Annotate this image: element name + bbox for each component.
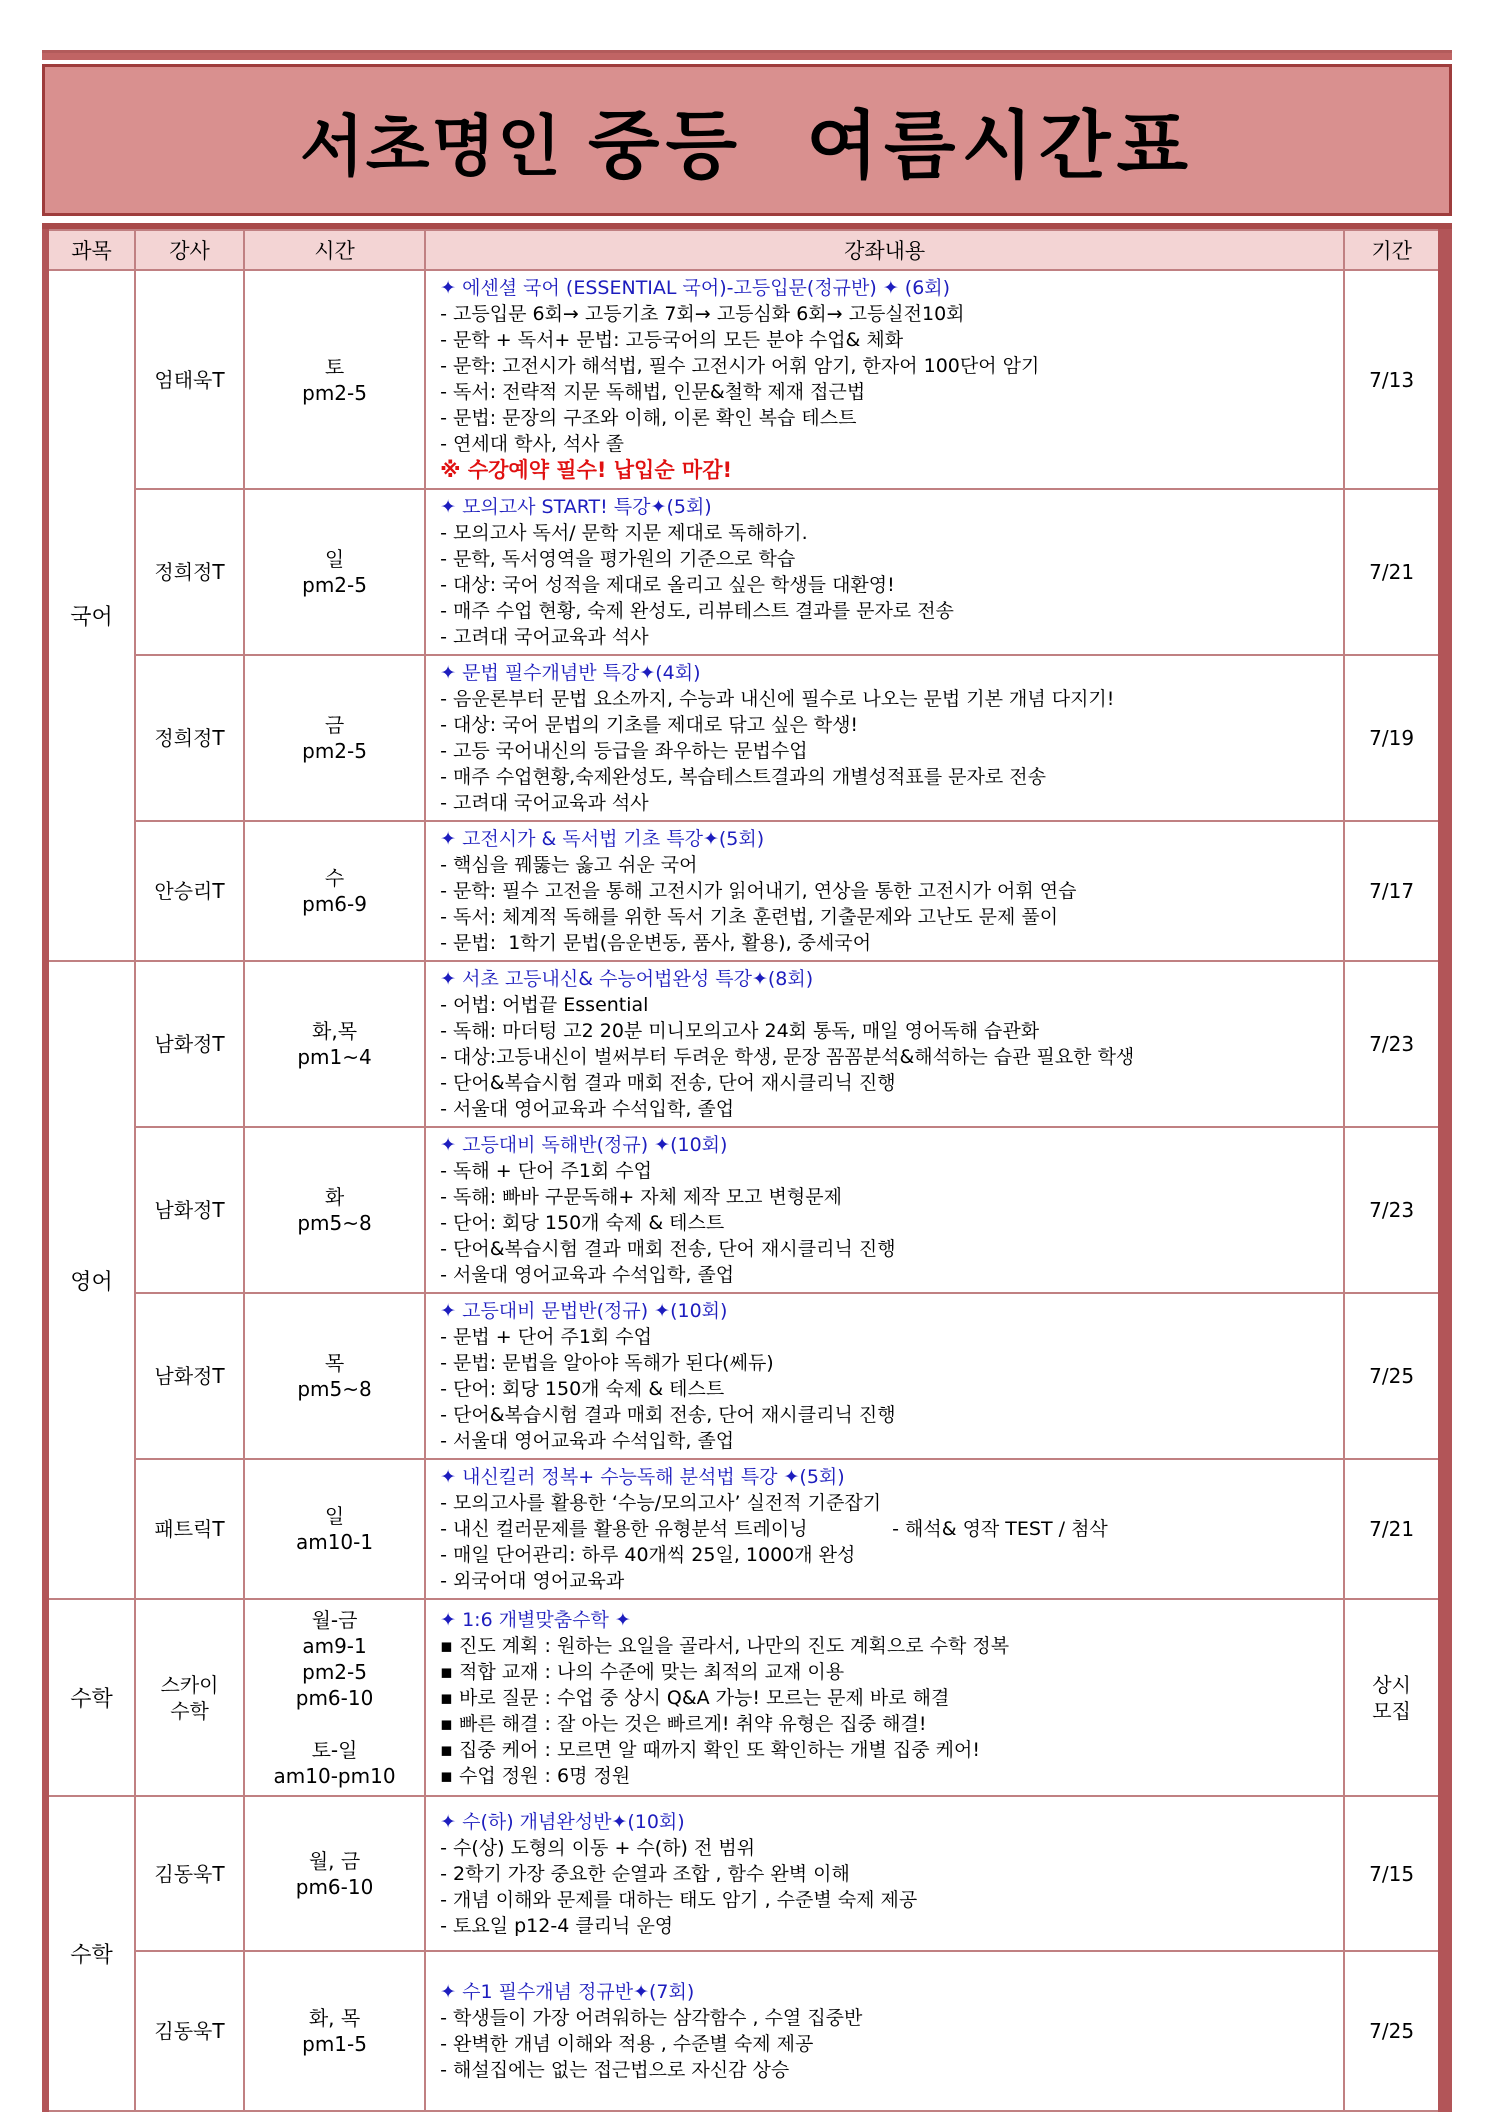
instructor-cell xyxy=(135,1951,244,2111)
table-row xyxy=(46,1293,1446,1459)
subject-cell-math2: 수학 xyxy=(46,1796,136,2111)
text-line: 7/25 xyxy=(1369,2019,1415,2043)
text-line: 7/15 xyxy=(1369,1861,1415,1886)
text-line: 패트릭T xyxy=(154,1517,225,1541)
text-line: pm1~4 xyxy=(297,1045,372,1069)
text-line: - 고등 국어내신의 등급을 좌우하는 문법수업 xyxy=(440,740,808,762)
instructor-cell xyxy=(135,270,244,489)
time-cell xyxy=(244,1459,425,1599)
text-line: - 2학기 가장 중요한 순열과 조합 , 함수 완벽 이해 xyxy=(440,1862,850,1885)
text-line: pm1-5 xyxy=(302,2032,367,2056)
text-line: - 고려대 국어교육과 석사 xyxy=(440,792,649,814)
text-line: - 어법: 어법끝 Essential xyxy=(440,994,649,1016)
table-row xyxy=(46,1599,1446,1796)
table-row xyxy=(46,1951,1446,2111)
table-row xyxy=(46,821,1446,961)
course-content-cell xyxy=(425,1951,1344,2111)
instructor-cell xyxy=(135,1459,244,1599)
time-cell xyxy=(244,270,425,489)
period-cell xyxy=(1344,821,1445,961)
text-line: pm6-10 xyxy=(295,1874,374,1899)
text-line: 안승리T xyxy=(154,879,225,903)
text-line: - 문학: 필수 고전을 통해 고전시가 읽어내기, 연상을 통한 고전시가 어휘 연습 xyxy=(440,880,1077,902)
text-line: 남화정T xyxy=(154,1198,225,1222)
table-row xyxy=(46,489,1446,655)
course-content-cell xyxy=(425,270,1344,489)
course-details xyxy=(440,1633,1337,1789)
period-cell xyxy=(1344,1796,1445,1951)
text-line: ▪ 빠른 해결 : 잘 아는 것은 빠르게! 취약 유형은 집중 해결! xyxy=(440,1712,927,1735)
text-line: - 대상: 국어 성적을 제대로 올리고 싶은 학생들 대환영! xyxy=(440,574,895,596)
text-line: - 단어&복습시험 결과 매회 전송, 단어 재시클리닉 진행 xyxy=(440,1238,896,1260)
time-cell xyxy=(244,821,425,961)
subject-cell-math: 수학 xyxy=(46,1599,136,1796)
text-line: - 서울대 영어교육과 수석입학, 졸업 xyxy=(440,1098,735,1120)
text-line: - 단어&복습시험 결과 매회 전송, 단어 재시클리닉 진행 xyxy=(440,1072,896,1094)
text-line: 월, 금 xyxy=(308,1848,361,1873)
text-line: 일 xyxy=(324,1504,345,1528)
top-double-rule xyxy=(42,50,1452,60)
text-line: - 토요일 p12-4 클리닉 운영 xyxy=(440,1914,674,1937)
period-cell xyxy=(1344,655,1445,821)
table-row xyxy=(46,1127,1446,1293)
text-line: - 단어&복습시험 결과 매회 전송, 단어 재시클리닉 진행 xyxy=(440,1404,896,1426)
text-line: - 문법: 문장의 구조와 이해, 이론 확인 복습 테스트 xyxy=(440,407,857,429)
header-period: 기간 xyxy=(1344,230,1445,270)
course-content-cell xyxy=(425,1459,1344,1599)
text-line: - 문법: 문법을 알아야 독해가 된다(쎄듀) xyxy=(440,1352,774,1374)
text-line: 금 xyxy=(324,713,345,737)
course-title: ✦ 수(하) 개념완성반✦(10회) xyxy=(440,1810,685,1833)
timetable-page xyxy=(42,0,1452,2112)
text-line: - 서울대 영어교육과 수석입학, 졸업 xyxy=(440,1430,735,1452)
time-cell xyxy=(244,489,425,655)
course-title: ✦ 문법 필수개념반 특강✦(4회) xyxy=(440,662,701,684)
course-content-cell xyxy=(425,489,1344,655)
text-line: - 내신 컬러문제를 활용한 유형분석 트레이닝 - 해석& 영작 TEST / 첨삭 xyxy=(440,1518,1108,1540)
text-line: - 완벽한 개념 이해와 적용 , 수준별 숙제 제공 xyxy=(440,2033,814,2055)
text-line: - 독해: 빠바 구문독해+ 자체 제작 모고 변형문제 xyxy=(440,1186,842,1208)
text-line: ▪ 진도 계획 : 원하는 요일을 골라서, 나만의 진도 계획으로 수학 정복 xyxy=(440,1634,1010,1657)
course-note: ※ 수강예약 필수! 납입순 마감! xyxy=(440,458,733,482)
text-line: - 학생들이 가장 어려워하는 삼각함수 , 수열 집중반 xyxy=(440,2007,863,2029)
instructor-cell xyxy=(135,961,244,1127)
time-cell xyxy=(244,655,425,821)
text-line: 7/21 xyxy=(1369,1517,1415,1541)
course-content-cell xyxy=(425,655,1344,821)
text-line: - 문학, 독서영역을 평가원의 기준으로 학습 xyxy=(440,548,796,570)
text-line: 7/17 xyxy=(1369,879,1415,903)
course-title: ✦ 내신킬러 정복+ 수능독해 분석법 특강 ✦(5회) xyxy=(440,1466,845,1488)
course-title: ✦ 고등대비 문법반(정규) ✦(10회) xyxy=(440,1300,728,1322)
text-line: - 대상: 국어 문법의 기초를 제대로 닦고 싶은 학생! xyxy=(440,714,859,736)
course-details xyxy=(440,1835,1337,1939)
text-line: 남화정T xyxy=(154,1364,225,1388)
text-line: - 서울대 영어교육과 수석입학, 졸업 xyxy=(440,1264,735,1286)
period-cell xyxy=(1344,270,1445,489)
text-line: - 핵심을 꿰뚫는 옳고 쉬운 국어 xyxy=(440,854,698,876)
header-content: 강좌내용 xyxy=(425,230,1344,270)
text-line: - 독해 + 단어 주1회 수업 xyxy=(440,1160,653,1182)
text-line: 남화정T xyxy=(154,1032,225,1056)
text-line: 7/19 xyxy=(1369,726,1415,750)
text-line: - 매일 단어관리: 하루 40개씩 25일, 1000개 완성 xyxy=(440,1544,856,1566)
text-line: am10-pm10 xyxy=(273,1763,396,1788)
text-line: - 독서: 체계적 독해를 위한 독서 기초 훈련법, 기출문제와 고난도 문제 풀이 xyxy=(440,906,1059,928)
table-row xyxy=(46,1796,1446,1951)
course-content-cell xyxy=(425,1127,1344,1293)
text-line: 김동욱T xyxy=(154,1861,225,1886)
text-line: pm5~8 xyxy=(297,1377,372,1401)
instructor-cell xyxy=(135,489,244,655)
period-cell xyxy=(1344,1951,1445,2111)
table-row xyxy=(46,270,1446,489)
period-cell xyxy=(1344,489,1445,655)
instructor-cell xyxy=(135,1796,244,1951)
text-line: - 고등입문 6회→ 고등기초 7회→ 고등심화 6회→ 고등실전10회 xyxy=(440,303,965,325)
time-cell xyxy=(244,1796,425,1951)
text-line: - 매주 수업현황,숙제완성도, 복습테스트결과의 개별성적표를 문자로 전송 xyxy=(440,766,1046,788)
table-row xyxy=(46,655,1446,821)
course-details xyxy=(440,520,1337,650)
period-cell xyxy=(1344,1293,1445,1459)
title-banner xyxy=(42,64,1452,216)
time-cell xyxy=(244,1599,425,1796)
timetable xyxy=(42,229,1452,2112)
course-details xyxy=(440,301,1337,457)
text-line: ▪ 집중 케어 : 모르면 알 때까지 확인 또 확인하는 개별 집중 케어! xyxy=(440,1738,980,1761)
text-line: am9-1 xyxy=(302,1633,367,1658)
text-line: pm6-10 xyxy=(295,1685,374,1710)
course-content-cell xyxy=(425,1599,1344,1796)
page-title-emphasis: 중등 여름시간표 xyxy=(588,103,1194,189)
course-title: ✦ 1:6 개별맞춤수학 ✦ xyxy=(440,1608,631,1631)
instructor-cell xyxy=(135,655,244,821)
text-line: am10-1 xyxy=(295,1530,374,1554)
header-instructor: 강사 xyxy=(135,230,244,270)
text-line: - 음운론부터 문법 요소까지, 수능과 내신에 필수로 나오는 문법 기본 개념 다지기! xyxy=(440,688,1115,710)
course-content-cell xyxy=(425,1293,1344,1459)
time-cell xyxy=(244,1293,425,1459)
course-details xyxy=(440,1490,1337,1594)
instructor-cell xyxy=(135,1293,244,1459)
text-line: - 고려대 국어교육과 석사 xyxy=(440,626,649,648)
text-line: 7/23 xyxy=(1369,1198,1415,1222)
header-subject: 과목 xyxy=(46,230,136,270)
text-line: - 외국어대 영어교육과 xyxy=(440,1570,625,1592)
time-cell xyxy=(244,1127,425,1293)
text-line: 7/23 xyxy=(1369,1032,1415,1056)
text-line: - 문학 + 독서+ 문법: 고등국어의 모든 분야 수업& 체화 xyxy=(440,329,904,351)
text-line: 스카이 xyxy=(160,1672,219,1697)
course-details xyxy=(440,1158,1337,1288)
text-line: - 수(상) 도형의 이동 + 수(하) 전 범위 xyxy=(440,1836,756,1859)
text-line: 화, 목 xyxy=(308,2006,361,2030)
text-line: 화 xyxy=(324,1185,345,1209)
course-details xyxy=(440,992,1337,1122)
course-title: ✦ 고전시가 & 독서법 기초 특강✦(5회) xyxy=(440,828,765,850)
course-title: ✦ 에센셜 국어 (ESSENTIAL 국어)-고등입문(정규반) ✦ (6회) xyxy=(440,277,951,299)
text-line: 정희정T xyxy=(154,560,225,584)
text-line: - 문법: 1학기 문법(음운변동, 품사, 활용), 중세국어 xyxy=(440,932,872,954)
text-line: - 해설집에는 없는 접근법으로 자신감 상승 xyxy=(440,2059,790,2081)
text-line: 토-일 xyxy=(311,1737,358,1762)
text-line: - 문학: 고전시가 해석법, 필수 고전시가 어휘 암기, 한자어 100단어 암기 xyxy=(440,355,1040,377)
course-title: ✦ 모의고사 START! 특강✦(5회) xyxy=(440,496,712,518)
text-line: - 매주 수업 현황, 숙제 완성도, 리뷰테스트 결과를 문자로 전송 xyxy=(440,600,954,622)
course-details xyxy=(440,852,1337,956)
text-line: 상시 xyxy=(1372,1672,1411,1697)
text-line: ▪ 바로 질문 : 수업 중 상시 Q&A 가능! 모르는 문제 바로 해결 xyxy=(440,1686,950,1709)
text-line: pm2-5 xyxy=(302,380,367,405)
text-line: - 모의고사를 활용한 ‘수능/모의고사’ 실전적 기준잡기 xyxy=(440,1492,882,1514)
text-line: 목 xyxy=(324,1351,345,1375)
text-line: 토 xyxy=(324,354,345,379)
text-line: pm2-5 xyxy=(302,739,367,763)
text-line: - 대상:고등내신이 벌써부터 두려운 학생, 문장 꼼꼼분석&해석하는 습관 필요한 학생 xyxy=(440,1046,1135,1068)
period-cell xyxy=(1344,1127,1445,1293)
text-line: pm6-9 xyxy=(302,892,367,916)
text-line: pm5~8 xyxy=(297,1211,372,1235)
period-cell xyxy=(1344,1599,1445,1796)
subject-cell-korean: 국어 xyxy=(46,270,136,961)
text-line: pm2-5 xyxy=(302,1659,367,1684)
text-line: 화,목 xyxy=(312,1019,358,1043)
text-line: - 독서: 전략적 지문 독해법, 인문&철학 제재 접근법 xyxy=(440,381,866,403)
text-line: pm2-5 xyxy=(302,573,367,597)
course-details xyxy=(440,1324,1337,1454)
text-line: - 단어: 회당 150개 숙제 & 테스트 xyxy=(440,1212,725,1234)
course-content-cell xyxy=(425,1796,1344,1951)
text-line: - 개념 이해와 문제를 대하는 태도 암기 , 수준별 숙제 제공 xyxy=(440,1888,918,1911)
time-cell xyxy=(244,961,425,1127)
table-header-row xyxy=(46,230,1446,270)
text-line: 7/21 xyxy=(1369,560,1415,584)
table-row xyxy=(46,961,1446,1127)
text-line: 7/25 xyxy=(1369,1364,1415,1388)
text-line: 수 xyxy=(324,866,345,890)
instructor-cell xyxy=(135,1599,244,1796)
text-line: - 독해: 마더텅 고2 20분 미니모의고사 24회 통독, 매일 영어독해 습관화 xyxy=(440,1020,1040,1042)
subject-cell-english: 영어 xyxy=(46,961,136,1599)
course-content-cell xyxy=(425,821,1344,961)
text-line: ▪ 수업 정원 : 6명 정원 xyxy=(440,1764,631,1787)
text-line: 모집 xyxy=(1372,1698,1411,1723)
text-line: ▪ 적합 교재 : 나의 수준에 맞는 최적의 교재 이용 xyxy=(440,1660,845,1683)
table-row xyxy=(46,1459,1446,1599)
text-line: 수학 xyxy=(170,1698,209,1723)
text-line: - 단어: 회당 150개 숙제 & 테스트 xyxy=(440,1378,725,1400)
text-line: 일 xyxy=(324,547,345,571)
course-title: ✦ 서초 고등내신& 수능어법완성 특강✦(8회) xyxy=(440,968,814,990)
course-title: ✦ 고등대비 독해반(정규) ✦(10회) xyxy=(440,1134,728,1156)
text-line: - 모의고사 독서/ 문학 지문 제대로 독해하기. xyxy=(440,522,808,544)
text-line: 엄태욱T xyxy=(154,367,225,392)
instructor-cell xyxy=(135,821,244,961)
text-line: 김동욱T xyxy=(154,2019,225,2043)
course-details xyxy=(440,2005,1337,2083)
header-time: 시간 xyxy=(244,230,425,270)
page-title: 서초명인 xyxy=(300,107,589,185)
instructor-cell xyxy=(135,1127,244,1293)
course-content-cell xyxy=(425,961,1344,1127)
text-line: 월-금 xyxy=(311,1607,358,1632)
course-details xyxy=(440,686,1337,816)
text-line: 정희정T xyxy=(154,726,225,750)
time-cell xyxy=(244,1951,425,2111)
text-line xyxy=(245,1711,424,1737)
period-cell xyxy=(1344,1459,1445,1599)
text-line: - 연세대 학사, 석사 졸 xyxy=(440,433,625,455)
text-line: - 문법 + 단어 주1회 수업 xyxy=(440,1326,653,1348)
period-cell xyxy=(1344,961,1445,1127)
course-title: ✦ 수1 필수개념 정규반✦(7회) xyxy=(440,1981,695,2003)
text-line: 7/13 xyxy=(1369,367,1415,392)
